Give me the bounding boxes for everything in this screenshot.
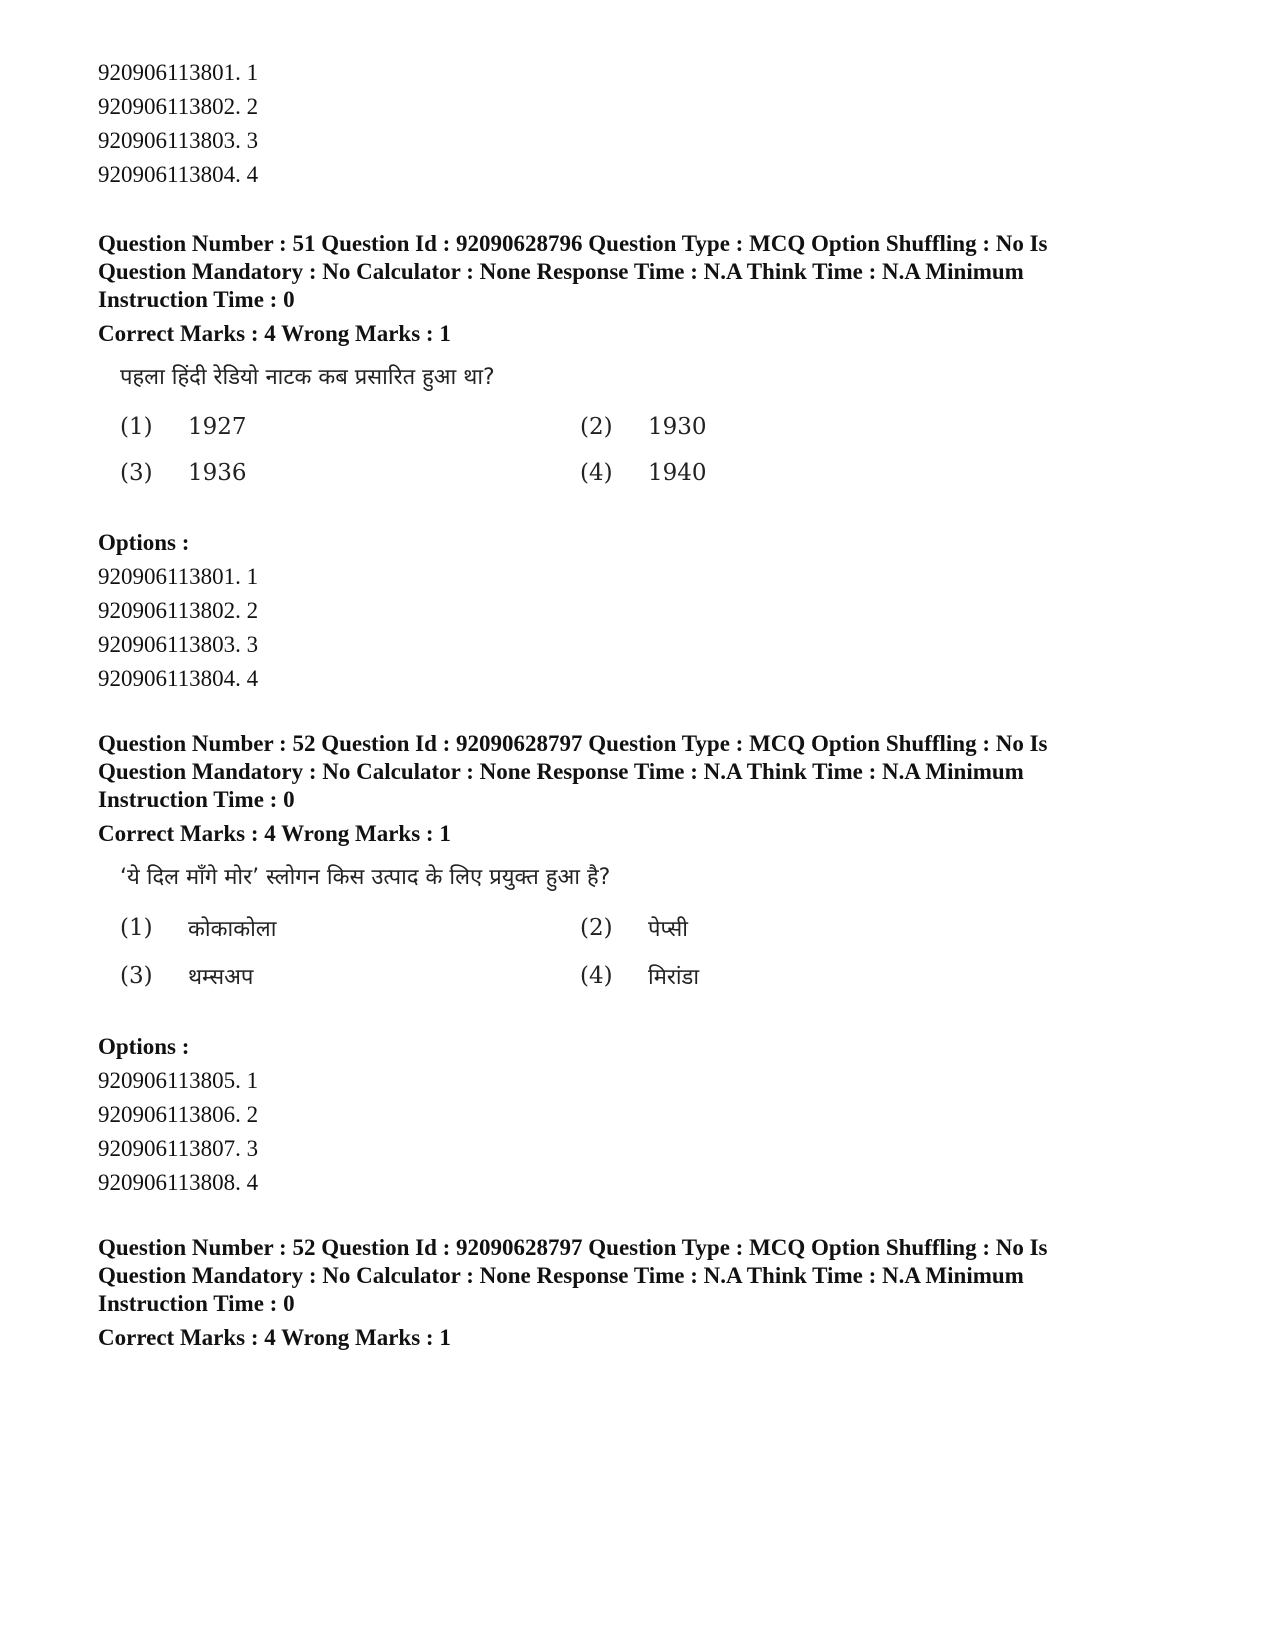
choice-number: (4): [580, 963, 613, 989]
choice-number: (3): [120, 460, 153, 486]
question-block-52-repeat: [98, 1234, 1198, 1352]
choice: [580, 460, 1040, 486]
meta-line: Question Mandatory : No Calculator : None Response Time : N.A Think Time : N.A Minimum: [98, 1263, 1024, 1288]
option-item: 920906113806. 2: [98, 1102, 259, 1127]
choice: [580, 414, 1040, 440]
choice-row: [120, 450, 1198, 496]
choice-value: 1936: [188, 460, 247, 486]
choice-number: (1): [120, 915, 153, 941]
meta-line: Instruction Time : 0: [98, 1291, 295, 1316]
option-item: 920906113804. 4: [98, 162, 259, 187]
choice: [580, 913, 1040, 943]
option-item: 920906113804. 4: [98, 666, 259, 691]
meta-line: Question Number : 52 Question Id : 92090628797 Question Type : MCQ Option Shuffling : No Is: [98, 731, 1048, 756]
marks-line: Correct Marks : 4 Wrong Marks : 1: [98, 321, 451, 346]
marks-line: Correct Marks : 4 Wrong Marks : 1: [98, 1325, 451, 1350]
choice-row: [120, 952, 1198, 1000]
option-item: 920906113807. 3: [98, 1136, 259, 1161]
choice-number: (2): [580, 915, 613, 941]
question-text: पहला हिंदी रेडियो नाटक कब प्रसारित हुआ था?: [120, 365, 495, 390]
option-item: 920906113803. 3: [98, 632, 259, 657]
options-list: [98, 560, 1198, 696]
question-meta: [98, 1234, 1148, 1318]
choice-value: थम्सअप: [188, 965, 254, 990]
question-text: ‘ये दिल माँगे मोर’ स्लोगन किस उत्पाद के लिए प्रयुक्त हुआ है?: [120, 865, 611, 890]
option-item: 920906113802. 2: [98, 598, 259, 623]
options-heading: Options :: [98, 530, 190, 555]
choice-number: (1): [120, 414, 153, 440]
question-content: [120, 362, 1198, 496]
marks-line: Correct Marks : 4 Wrong Marks : 1: [98, 821, 451, 846]
meta-line: Instruction Time : 0: [98, 787, 295, 812]
meta-line: Question Number : 52 Question Id : 92090628797 Question Type : MCQ Option Shuffling : No Is: [98, 1235, 1048, 1260]
meta-line: Question Mandatory : No Calculator : None Response Time : N.A Think Time : N.A Minimum: [98, 259, 1024, 284]
meta-line: Instruction Time : 0: [98, 287, 295, 312]
choice-value: 1940: [648, 460, 707, 486]
choice: [580, 961, 1040, 991]
choice-row: [120, 404, 1198, 450]
choice-value: पेप्सी: [648, 917, 688, 942]
previous-options-list: [98, 56, 1198, 192]
choice-number: (3): [120, 963, 153, 989]
choice-value: कोकाकोला: [188, 917, 277, 942]
question-block-52: [98, 730, 1198, 1200]
question-meta: [98, 730, 1148, 814]
option-item: 920906113803. 3: [98, 128, 259, 153]
choice-row: [120, 904, 1198, 952]
question-content: [120, 862, 1198, 1000]
choice-value: 1930: [648, 414, 707, 440]
choice-value: मिरांडा: [648, 965, 700, 990]
options-heading: Options :: [98, 1034, 190, 1059]
question-meta: [98, 230, 1148, 314]
meta-line: Question Number : 51 Question Id : 92090628796 Question Type : MCQ Option Shuffling : No Is: [98, 231, 1048, 256]
choice-number: (2): [580, 414, 613, 440]
options-list: [98, 1064, 1198, 1200]
choice: [120, 961, 580, 991]
choice: [120, 460, 580, 486]
choice-value: 1927: [188, 414, 247, 440]
choice-number: (4): [580, 460, 613, 486]
option-item: 920906113808. 4: [98, 1170, 259, 1195]
choice: [120, 913, 580, 943]
option-item: 920906113805. 1: [98, 1068, 259, 1093]
choice: [120, 414, 580, 440]
question-block-51: [98, 230, 1198, 696]
option-item: 920906113801. 1: [98, 564, 259, 589]
document-page: [98, 56, 1198, 1352]
option-item: 920906113802. 2: [98, 94, 259, 119]
meta-line: Question Mandatory : No Calculator : None Response Time : N.A Think Time : N.A Minimum: [98, 759, 1024, 784]
option-item: 920906113801. 1: [98, 60, 259, 85]
